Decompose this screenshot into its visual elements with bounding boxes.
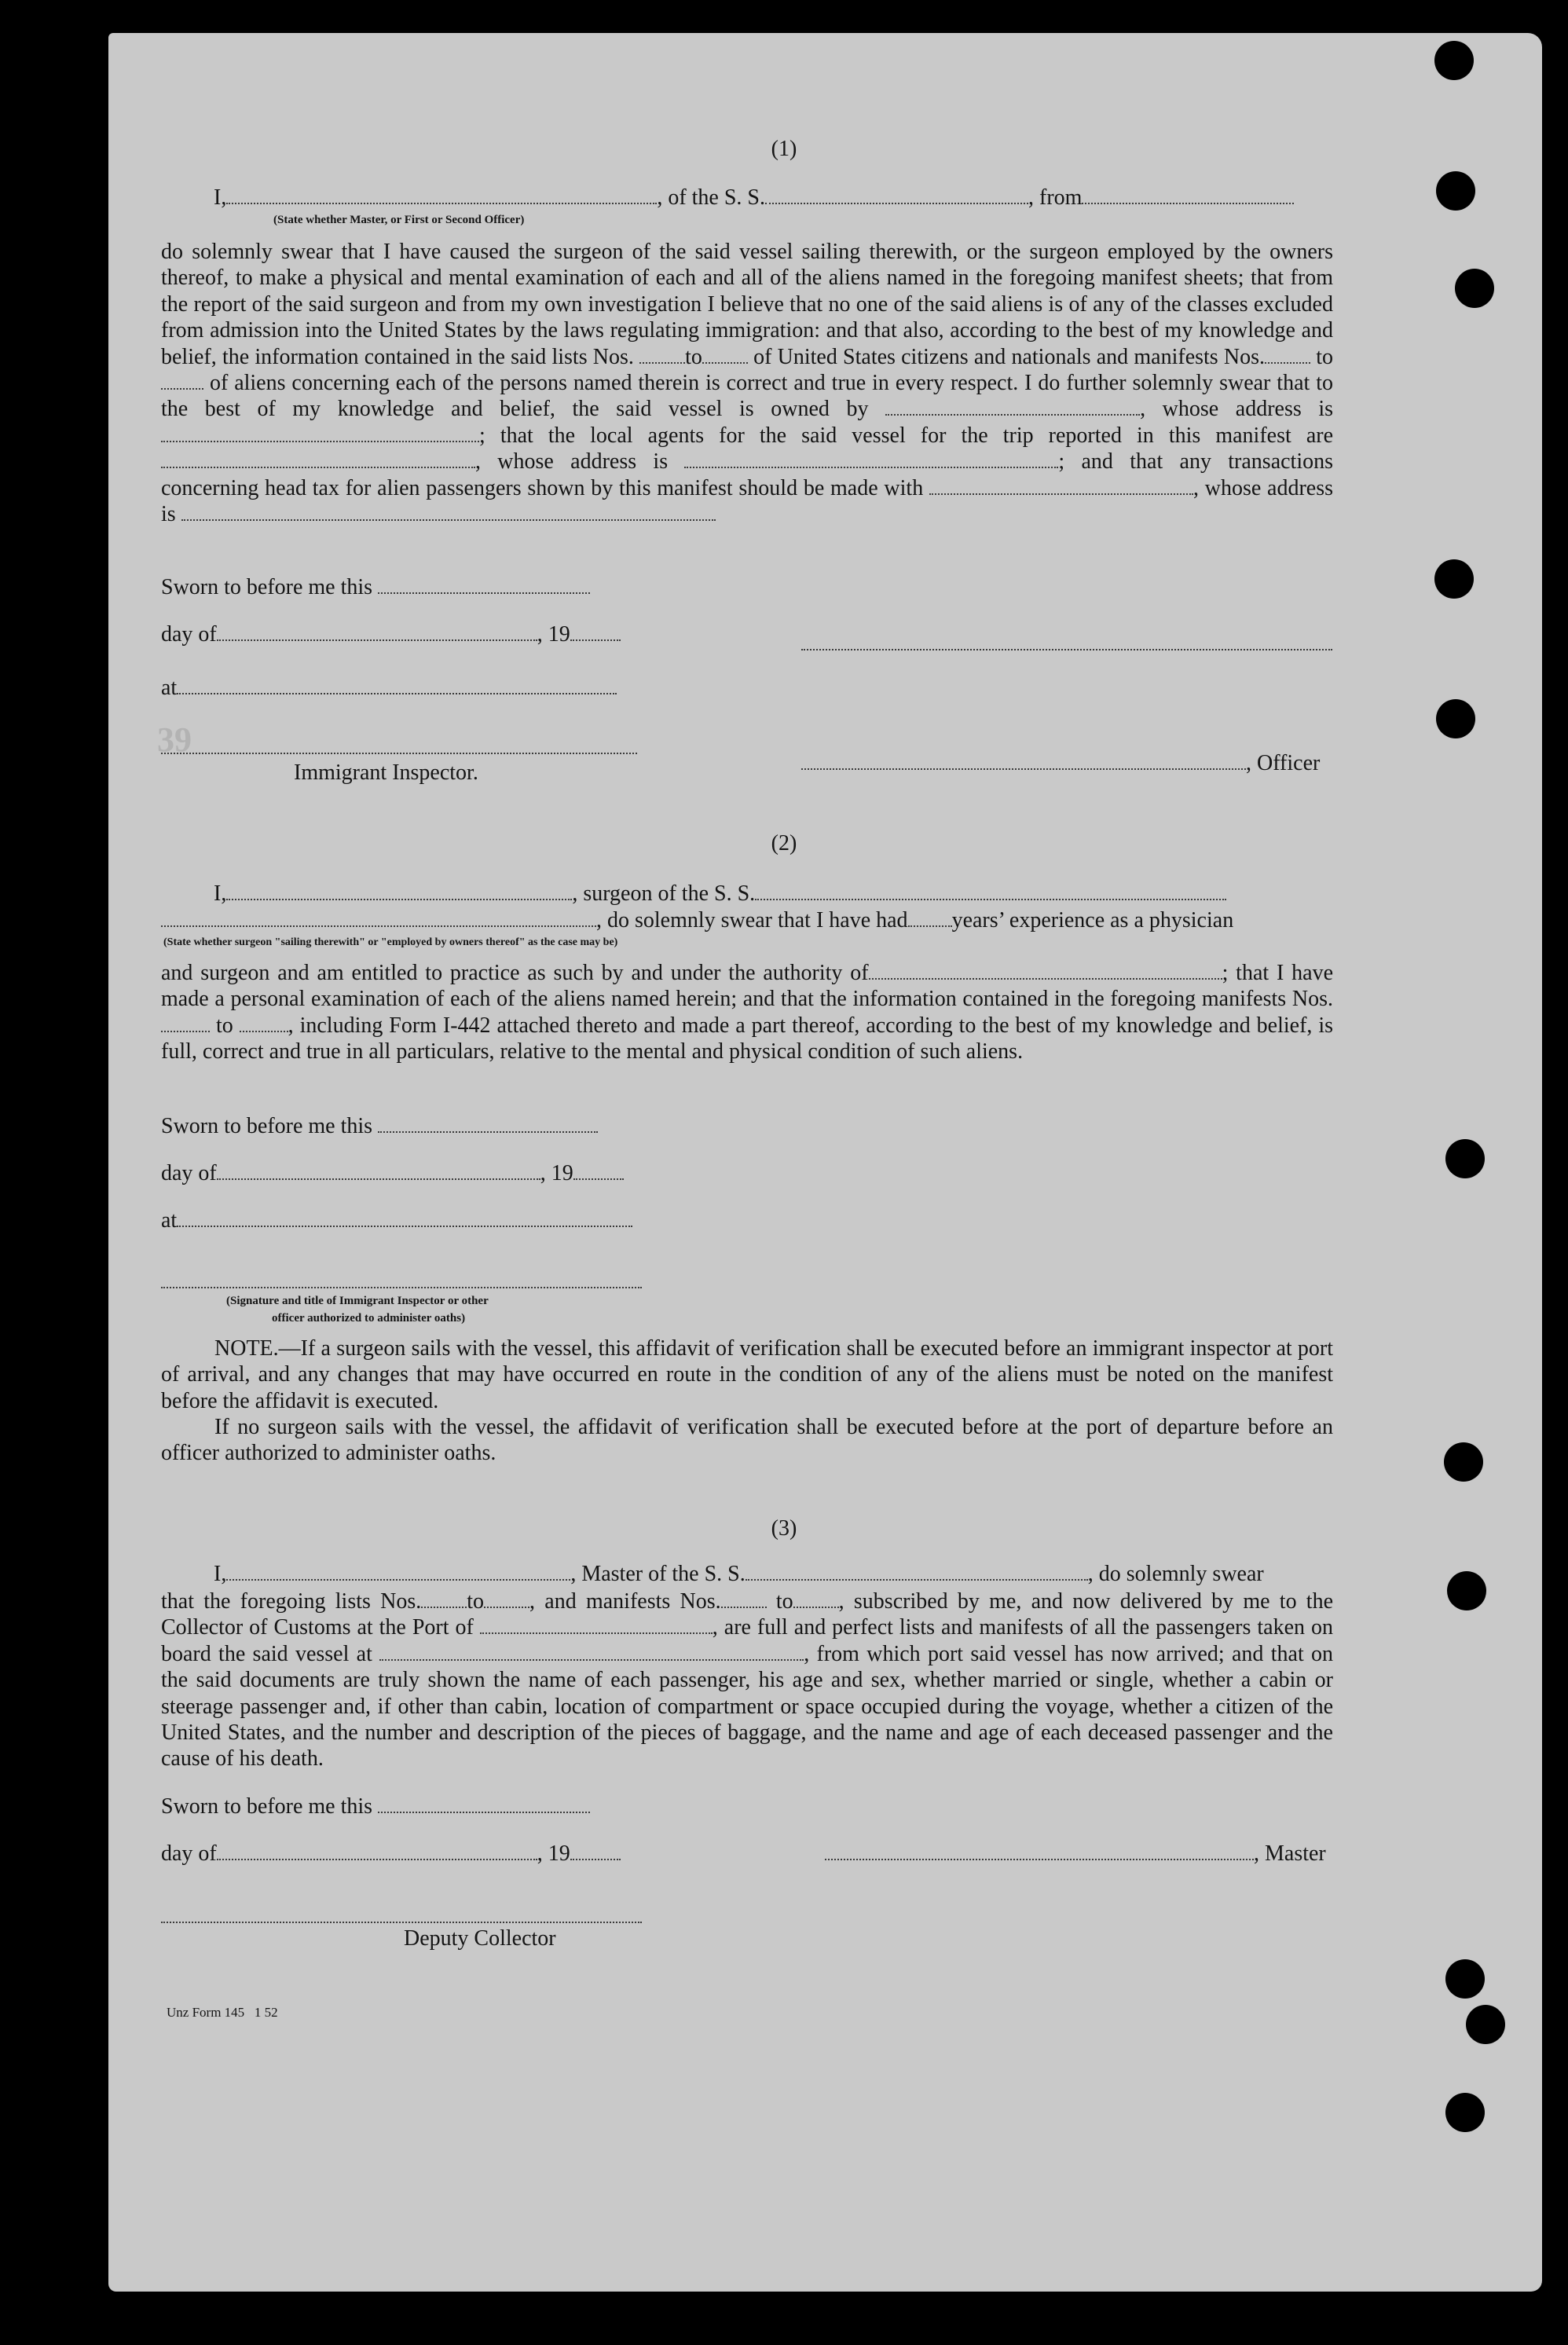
section-2-sworn-day-field[interactable] (378, 1116, 598, 1133)
binder-hole (1445, 1139, 1485, 1178)
binder-hole (1434, 41, 1474, 80)
section-1-officer: , Officer (801, 751, 1320, 776)
stamp-mark: 39 (157, 720, 192, 759)
binder-hole (1434, 559, 1474, 599)
binder-hole (1445, 2093, 1485, 2132)
surgeon-vessel-field[interactable] (755, 883, 1226, 900)
lists-from-field[interactable] (639, 346, 685, 364)
deputy-collector-label: Deputy Collector (404, 1926, 556, 1951)
section-2-signature-line[interactable] (161, 1287, 642, 1288)
section-1-body: do solemnly swear that I have caused the surgeon of the said vessel sailing therewith, or the surgeon employed by the owners thereof, to make a physical and mental examination of each and all of the aliens named in the foregoing manifest sheets; that from the report of the said surgeon and from my own investigation I believe that no one of the said aliens is of any of the classes excluded from admission into the United States by the laws regulating immigration: and that also, according to the best of my knowledge and belief, the information contained in the said lists Nos. to of United States citizens and nationals and manifests Nos. to of aliens concerning each of the persons named therein is correct and true in every respect. I do further solemnly swear that to the best of my knowledge and belief, the said vessel is owned by , whose address is ; that the local agents for the said vessel for the trip reported in this manifest are , whose address is ; and that any transactions concerning head tax for alien passengers shown by this manifest should be made with , whose address is (161, 240, 1334, 527)
note-paragraph: NOTE.—If a surgeon sails with the vessel, this affidavit of verification shall be executed before an immigrant inspector at port of arrival, and any changes that may have occurred en route in the condition of any of the aliens must be noted on the manifest before the affidavit is executed. (161, 1336, 1333, 1413)
section-3-month-field[interactable] (217, 1843, 537, 1860)
from-port-field[interactable] (1082, 187, 1294, 204)
local-agents-field[interactable] (161, 451, 475, 468)
port-field[interactable] (480, 1617, 713, 1634)
section-3-body: that the foregoing lists Nos. to , and manifests Nos. to , subscribed by me, and now delivered by me to the Collector of Customs at the Port of , are full and perfect lists and manifests of all the passengers taken on board the said vessel at , from which port said vessel has now arrived; and that on the said documents are truly shown the name of each passenger, his age and sex, whether married or single, whether a cabin or steerage passenger and, if other than cabin, location of compartment or space occupied during the voyage, whether a citizen of the United States, and the number and description of the pieces of baggage, and the name and age of each deceased passenger and the cause of his death. (161, 1589, 1334, 1772)
section-2-at: at (161, 1208, 632, 1233)
head-tax-address-field[interactable] (181, 504, 716, 521)
section-3-year-field[interactable] (570, 1843, 621, 1860)
section-1-day-of: day of , 19 (161, 622, 621, 647)
surgeon-status-hint: (State whether surgeon "sailing therewith" or "employed by owners thereof" as the case may be) (163, 936, 618, 948)
binder-hole (1447, 1571, 1486, 1610)
officer-signature-field[interactable] (801, 753, 1246, 770)
binder-hole (1444, 1442, 1483, 1482)
head-tax-contact-field[interactable] (929, 478, 1193, 495)
note-paragraph-2: If no surgeon sails with the vessel, the affidavit of verification shall be executed before at the port of departure before an officer authorized to administer oaths. (161, 1415, 1333, 1466)
section-3-heading: (3) (771, 1516, 797, 1541)
section-2-body: and surgeon and am entitled to practice as such by and under the authority of ; that I have made a personal examination of each of the aliens named herein; and that the information contained in the foregoing manifests Nos. to , including Form I-442 attached thereto and made a part thereof, according to the best of my knowledge and belief, is full, correct and true in all particulars, relative to the mental and physical condition of such aliens. (161, 961, 1334, 1064)
owner-address-field[interactable] (161, 425, 479, 442)
section-1-at-field[interactable] (177, 677, 617, 694)
section-2-year-field[interactable] (573, 1163, 624, 1180)
signature-hint-1: (Signature and title of Immigrant Inspector or other (226, 1295, 489, 1307)
surgeon-name-field[interactable] (226, 883, 572, 900)
section-3-sworn: Sworn to before me this (161, 1794, 590, 1819)
section-1-at: at (161, 676, 617, 701)
master-name-field[interactable] (226, 1563, 570, 1581)
binder-hole (1455, 269, 1494, 308)
section-3-sworn-day-field[interactable] (378, 1796, 590, 1813)
section-1-year-field[interactable] (570, 624, 621, 641)
section-2-sworn: Sworn to before me this (161, 1114, 598, 1139)
s3-manifests-to-field[interactable] (793, 1591, 839, 1608)
s2-manifests-to-field[interactable] (240, 1015, 288, 1032)
binder-hole (1466, 2005, 1505, 2044)
section-2-line-1: I, , surgeon of the S. S. (214, 881, 1226, 907)
authority-field[interactable] (869, 962, 1222, 980)
master-signature-field[interactable] (825, 1843, 1254, 1860)
surgeon-status-field[interactable] (161, 910, 596, 927)
section-1-month-field[interactable] (217, 624, 537, 641)
s3-lists-to-field[interactable] (484, 1591, 529, 1608)
signature-hint-2: officer authorized to administer oaths) (272, 1312, 466, 1325)
binder-hole (1436, 699, 1475, 738)
section-2-heading: (2) (771, 831, 797, 856)
officer-name-field[interactable] (226, 187, 657, 204)
section-1-heading: (1) (771, 137, 797, 161)
immigrant-inspector-label: Immigrant Inspector. (294, 760, 478, 785)
section-3-day-of: day of , 19 (161, 1841, 621, 1867)
inspector-signature-line[interactable] (161, 753, 637, 754)
s3-lists-from-field[interactable] (421, 1591, 467, 1608)
binder-hole (1445, 1959, 1485, 1999)
form-number: Unz Form 145 1 52 (167, 2005, 278, 2020)
manifests-from-field[interactable] (1265, 346, 1310, 364)
section-3-master: , Master (825, 1841, 1326, 1867)
section-1-officer-signature-line[interactable] (801, 649, 1332, 650)
master-vessel-field[interactable] (746, 1563, 1088, 1581)
section-1-sworn: Sworn to before me this (161, 575, 590, 600)
s3-manifests-from-field[interactable] (721, 1591, 767, 1608)
section-2-line-2: , do solemnly swear that I have had years’ experience as a physician (161, 908, 1233, 933)
manifests-to-field[interactable] (161, 372, 203, 390)
boarding-port-field[interactable] (379, 1643, 804, 1661)
section-1-sworn-day-field[interactable] (378, 577, 590, 594)
section-2-month-field[interactable] (217, 1163, 540, 1180)
section-3-line-1: I, , Master of the S. S. , do solemnly swear (214, 1562, 1264, 1586)
section-1-line-1: I, , of the S. S. , from (214, 185, 1294, 211)
s2-manifests-from-field[interactable] (161, 1015, 210, 1032)
lists-to-field[interactable] (702, 346, 748, 364)
section-2-day-of: day of , 19 (161, 1161, 624, 1186)
vessel-name-field[interactable] (765, 187, 1028, 204)
owner-field[interactable] (885, 398, 1140, 416)
agents-address-field[interactable] (684, 451, 1058, 468)
section-2-at-field[interactable] (177, 1210, 632, 1227)
deputy-signature-line[interactable] (161, 1922, 642, 1923)
binder-hole (1436, 171, 1475, 211)
years-experience-field[interactable] (908, 910, 952, 927)
officer-rank-hint: (State whether Master, or First or Second Officer) (273, 214, 525, 226)
